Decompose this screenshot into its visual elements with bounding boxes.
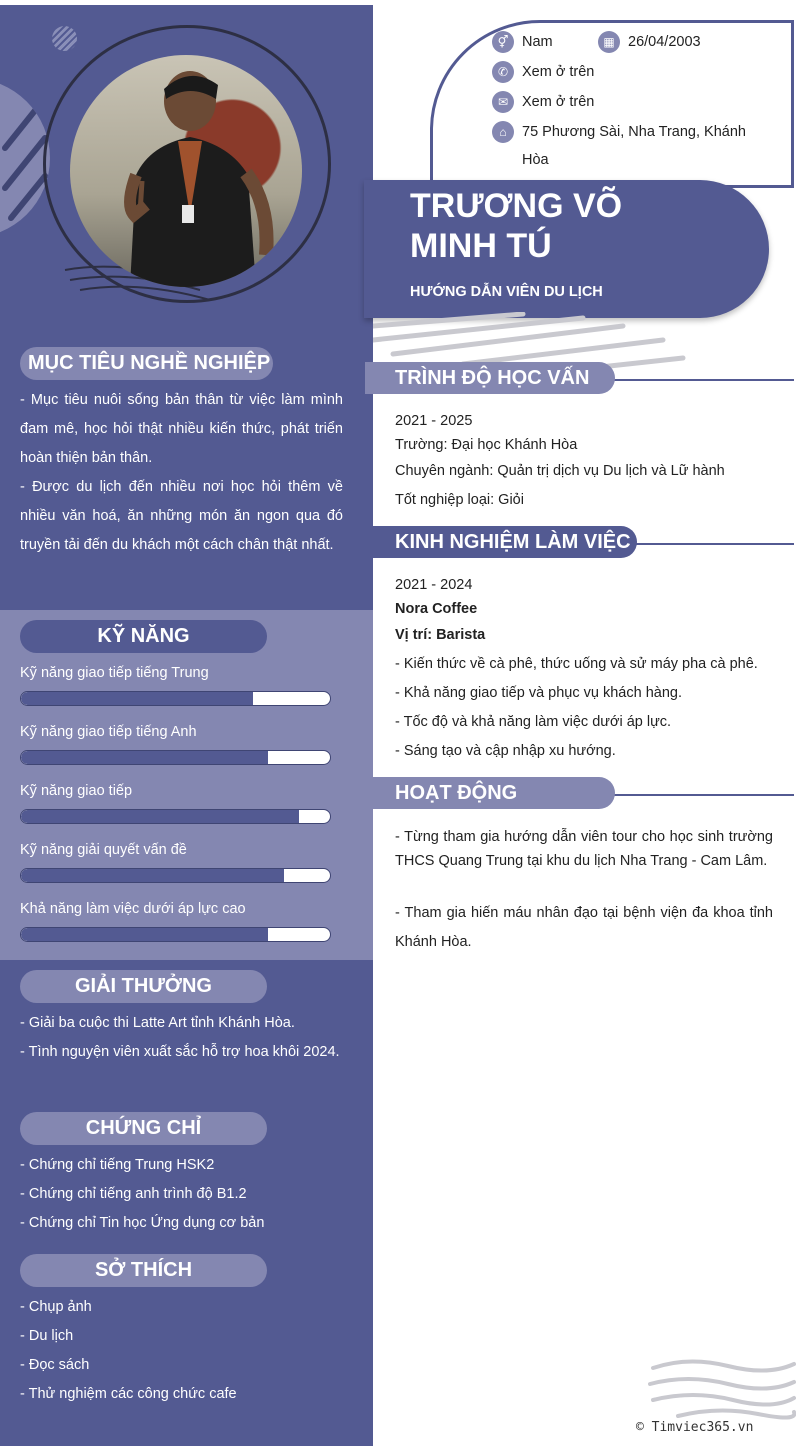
- education-heading-line: [600, 379, 794, 381]
- education-major: Chuyên ngành: Quản trị dịch vụ Du lịch và Lữ hành: [395, 463, 725, 479]
- experience-item: - Sáng tạo và cập nhập xu hướng.: [395, 743, 616, 759]
- hobbies-heading: SỞ THÍCH: [20, 1254, 267, 1287]
- experience-position: Vị trí: Barista: [395, 627, 486, 643]
- job-title: HƯỚNG DẪN VIÊN DU LỊCH: [410, 284, 603, 300]
- skill-label: Kỹ năng giao tiếp tiếng Trung: [20, 665, 209, 681]
- email-icon: ✉: [492, 91, 514, 113]
- decorative-dot: [52, 26, 77, 51]
- certificates-heading: CHỨNG CHỈ: [20, 1112, 267, 1145]
- birthday-value: 26/04/2003: [628, 34, 701, 50]
- education-school: Trường: Đại học Khánh Hòa: [395, 437, 578, 453]
- experience-item: - Tốc độ và khả năng làm việc dưới áp lực.: [395, 714, 672, 730]
- activities-heading: HOẠT ĐỘNG: [365, 777, 615, 809]
- address-row: [492, 121, 746, 143]
- skill-bar-fill: [21, 928, 268, 941]
- skill-bar-fill: [21, 869, 284, 882]
- name-line-2: MINH TÚ: [410, 227, 552, 265]
- certificate-item: - Chứng chỉ tiếng Trung HSK2: [20, 1157, 215, 1173]
- education-grade: Tốt nghiệp loại: Giỏi: [395, 492, 524, 508]
- email-row: [492, 91, 594, 113]
- experience-period: 2021 - 2024: [395, 577, 473, 593]
- skills-heading: KỸ NĂNG: [20, 620, 267, 653]
- education-period: 2021 - 2025: [395, 413, 473, 429]
- skill-bar-fill: [21, 751, 268, 764]
- certificate-item: - Chứng chỉ tiếng anh trình độ B1.2: [20, 1186, 247, 1202]
- experience-item: - Kiến thức về cà phê, thức uống và sử máy pha cà phê.: [395, 656, 758, 672]
- calendar-icon: ▦: [598, 31, 620, 53]
- award-item: - Giải ba cuộc thi Latte Art tỉnh Khánh Hòa.: [20, 1015, 295, 1031]
- awards-heading: GIẢI THƯỞNG: [20, 970, 267, 1003]
- award-item: - Tình nguyện viên xuất sắc hỗ trợ hoa khôi 2024.: [20, 1044, 340, 1060]
- skill-bar-fill: [21, 692, 253, 705]
- phone-value: Xem ở trên: [522, 64, 595, 80]
- hobby-item: - Đọc sách: [20, 1357, 90, 1373]
- hobby-item: - Du lịch: [20, 1328, 74, 1344]
- skill-label: Kỹ năng giải quyết vấn đề: [20, 842, 187, 858]
- skill-bar: [20, 691, 331, 706]
- name-line-1: TRƯƠNG VÕ: [410, 187, 623, 225]
- skill-label: Kỹ năng giao tiếp tiếng Anh: [20, 724, 197, 740]
- name-banner: [364, 180, 769, 318]
- skill-bar: [20, 868, 331, 883]
- experience-heading-line: [620, 543, 794, 545]
- activities-heading-line: [600, 794, 794, 796]
- gender-icon: ⚥: [492, 31, 514, 53]
- gender-value: Nam: [522, 34, 553, 50]
- activity-item: - Tham gia hiến máu nhân đạo tại bệnh viện đa khoa tỉnh Khánh Hòa.: [395, 905, 773, 950]
- birthday-row: [598, 31, 701, 53]
- profile-photo: [70, 55, 302, 287]
- experience-item: - Khả năng giao tiếp và phục vụ khách hàng.: [395, 685, 682, 701]
- objective-text-1: - Mục tiêu nuôi sống bản thân từ việc làm mình đam mê, học hỏi thật nhiều kiến thức, phát triển hoàn thiện bản thân.: [20, 392, 343, 466]
- skill-label: Kỹ năng giao tiếp: [20, 783, 133, 799]
- skill-bar: [20, 809, 331, 824]
- home-icon: ⌂: [492, 121, 514, 143]
- address-row-2: [522, 152, 549, 168]
- hobby-item: - Thử nghiệm các công chức cafe: [20, 1386, 237, 1402]
- objective-heading: MỤC TIÊU NGHỀ NGHIỆP: [20, 347, 273, 380]
- experience-heading: KINH NGHIỆM LÀM VIỆC: [365, 526, 637, 558]
- hobby-item: - Chụp ảnh: [20, 1299, 92, 1315]
- email-value: Xem ở trên: [522, 94, 595, 110]
- experience-company: Nora Coffee: [395, 601, 478, 617]
- skill-label: Khả năng làm việc dưới áp lực cao: [20, 901, 246, 917]
- skill-bar: [20, 750, 331, 765]
- footer-credit: © Timviec365.vn: [636, 1420, 754, 1435]
- decorative-waves: [648, 1356, 796, 1426]
- full-name: [410, 186, 622, 266]
- phone-icon: ✆: [492, 61, 514, 83]
- phone-row: [492, 61, 594, 83]
- skill-bar-fill: [21, 810, 299, 823]
- address-value-2: Hòa: [522, 152, 549, 168]
- skill-bar: [20, 927, 331, 942]
- objective-text-2: - Được du lịch đến nhiều nơi học hỏi thêm về nhiều văn hoá, ăn những món ăn ngon qua đó truyền tải đến du khách một cách chân thật nhất.: [20, 479, 343, 553]
- gender-row: [492, 31, 553, 53]
- address-value: 75 Phương Sài, Nha Trang, Khánh: [522, 124, 746, 140]
- activity-item: - Từng tham gia hướng dẫn viên tour cho học sinh trường THCS Quang Trung tại khu du lịch Nha Trang - Cam Lâm.: [395, 829, 773, 869]
- education-heading: TRÌNH ĐỘ HỌC VẤN: [365, 362, 615, 394]
- certificate-item: - Chứng chỉ Tin học Ứng dụng cơ bản: [20, 1215, 265, 1231]
